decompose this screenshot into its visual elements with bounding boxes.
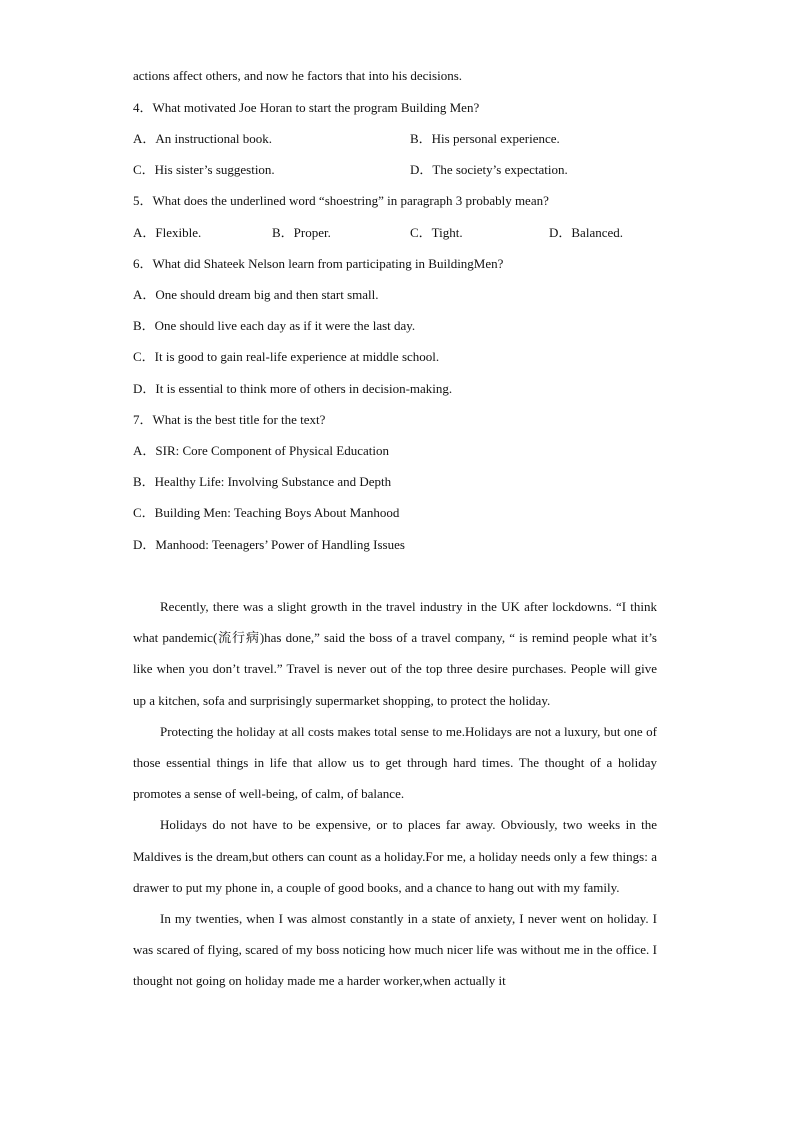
question-7-option-c: C．Building Men: Teaching Boys About Manhood (133, 505, 400, 520)
question-5-option-a: A．Flexible. (133, 225, 202, 240)
question-6-option-c: C．It is good to gain real-life experience at middle school. (133, 349, 440, 364)
question-7-stem: 7．What is the best title for the text? (133, 412, 326, 427)
question-7-option-a: A．SIR: Core Component of Physical Education (133, 443, 390, 458)
question-7-option-b: B．Healthy Life: Involving Substance and Depth (133, 474, 392, 489)
passage-paragraph-3: Holidays do not have to be expensive, or to places far away. Obviously, two weeks in the Maldives is the dream,but others can count as a holiday.For me, a holiday needs only a few things: a drawer to put my phone in, a couple of good books, and a chance to hang out with my family. (133, 817, 657, 895)
passage (133, 591, 657, 997)
question-4-option-a: A．An instructional book. (133, 131, 273, 146)
passage-paragraph-2: Protecting the holiday at all costs makes total sense to me.Holidays are not a luxury, but one of those essential things in life that allow us to get through hard times. The thought of a holiday promotes a sense of well-being, of calm, of balance. (133, 723, 657, 802)
question-4-stem: 4．What motivated Joe Horan to start the program Building Men? (133, 100, 480, 115)
question-5-option-d: D．Balanced. (549, 225, 624, 240)
question-7-option-d: D．Manhood: Teenagers’ Power of Handling Issues (133, 537, 405, 552)
question-6-option-b: B．One should live each day as if it were the last day. (133, 318, 416, 333)
question-6-option-a: A．One should dream big and then start small. (133, 287, 379, 302)
previous-text-tail: actions affect others, and now he factors that into his decisions. (133, 68, 463, 83)
question-5-option-c: C．Tight. (410, 225, 463, 240)
question-5-option-b: B．Proper. (272, 225, 331, 240)
question-4-option-c: C．His sister’s suggestion. (133, 162, 275, 177)
passage-paragraph-1: Recently, there was a slight growth in the travel industry in the UK after lockdowns. “I think what pandemic(流行病)has done,” said the boss of a travel company, “ is remind people what it’s like when you don’t travel.” Travel is never out of the top three desire purchases. People will give up a kitchen, sofa and surprisingly supermarket shopping, to protect the holiday. (133, 599, 657, 708)
question-4-option-b: B．His personal experience. (410, 131, 560, 146)
question-5-stem: 5．What does the underlined word “shoestring” in paragraph 3 probably mean? (133, 193, 549, 208)
question-6-option-d: D．It is essential to think more of others in decision-making. (133, 381, 453, 396)
question-4-option-d: D．The society’s expectation. (410, 162, 568, 177)
passage-paragraph-4: In my twenties, when I was almost constantly in a state of anxiety, I never went on holiday. I was scared of flying, scared of my boss noticing how much nicer life was without me in the office. I thought not going on holiday made me a harder worker,when actually it (133, 911, 657, 989)
question-6-stem: 6．What did Shateek Nelson learn from participating in BuildingMen? (133, 256, 504, 271)
